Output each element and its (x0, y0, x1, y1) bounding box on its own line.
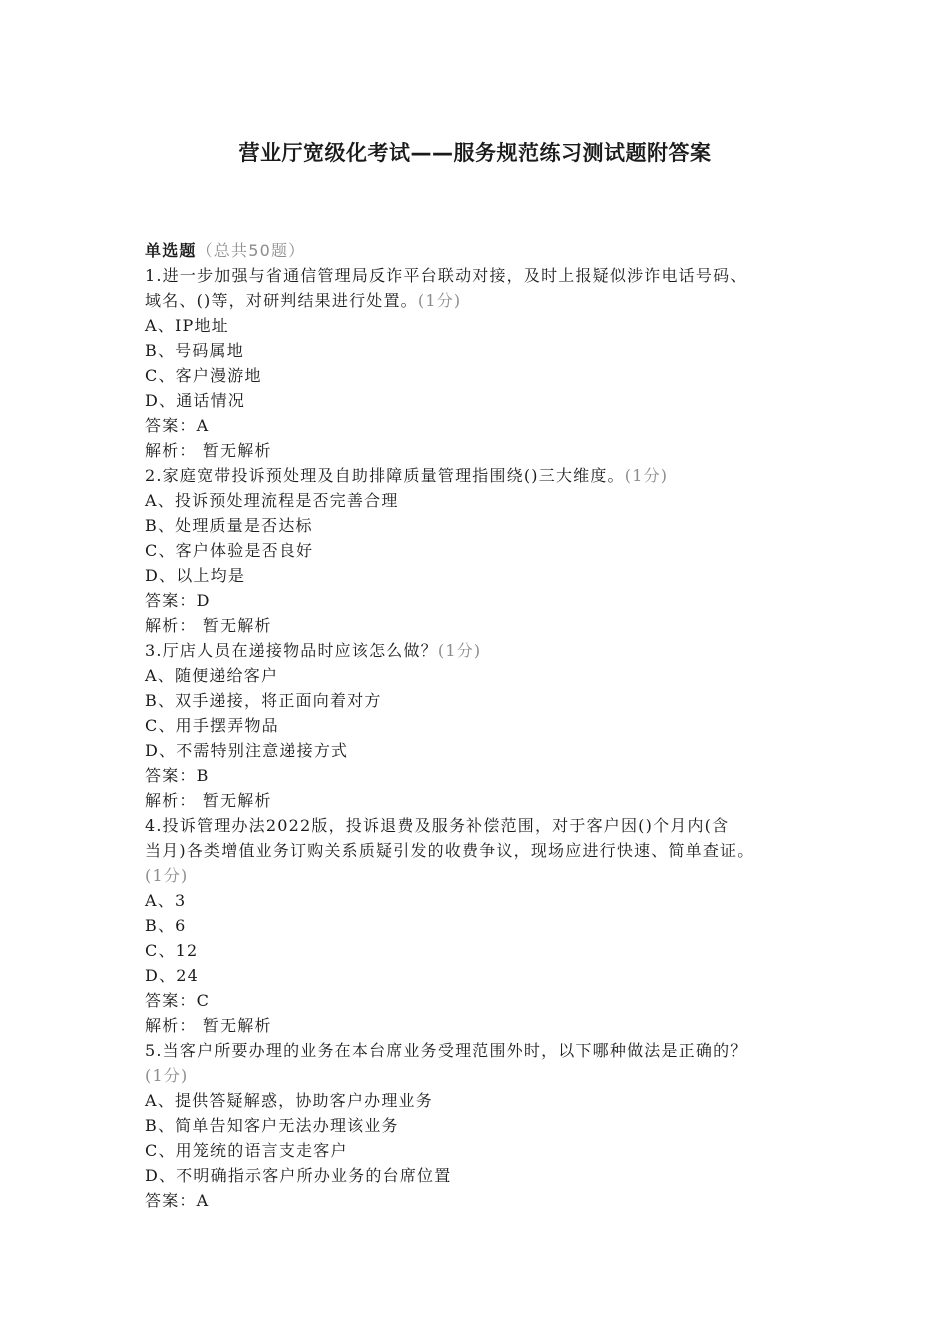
option-b: B、双手递接，将正面向着对方 (145, 691, 382, 710)
analysis-line: 解析： 暂无解析 (145, 791, 272, 810)
option-d: D、不明确指示客户所办业务的台席位置 (145, 1166, 452, 1185)
option-c: C、客户体验是否良好 (145, 541, 314, 560)
option-b: B、号码属地 (145, 341, 244, 360)
question-stem: 4.投诉管理办法2022版，投诉退费及服务补偿范围，对于客户因()个月内(含 (145, 816, 730, 835)
question-5 (145, 1038, 825, 1213)
option-c: C、用笼统的语言支走客户 (145, 1141, 348, 1160)
option-a: A、投诉预处理流程是否完善合理 (145, 491, 399, 510)
option-d: D、24 (145, 966, 199, 985)
section-label: 单选题 (145, 241, 197, 260)
question-stem-continued: 当月)各类增值业务订购关系质疑引发的收费争议，现场应进行快速、简单查证。 (145, 841, 755, 860)
option-a: A、随便递给客户 (145, 666, 279, 685)
answer-line: 答案：A (145, 1191, 210, 1210)
option-d: D、不需特别注意递接方式 (145, 741, 349, 760)
question-3 (145, 638, 825, 813)
option-b: B、简单告知客户无法办理该业务 (145, 1116, 399, 1135)
question-score: (1分) (145, 866, 189, 885)
analysis-line: 解析： 暂无解析 (145, 1016, 272, 1035)
answer-line: 答案：C (145, 991, 211, 1010)
question-score: (1分) (624, 466, 669, 485)
option-b: B、6 (145, 916, 187, 935)
question-stem-continued (145, 288, 825, 313)
question-stem-text: 2.家庭宽带投诉预处理及自助排障质量管理指围绕()三大维度。 (145, 466, 625, 485)
option-c: C、12 (145, 941, 199, 960)
option-d: D、通话情况 (145, 391, 246, 410)
option-b: B、处理质量是否达标 (145, 516, 313, 535)
document-body (145, 238, 825, 1213)
section-count: （总共50题） (196, 241, 306, 260)
answer-line: 答案：D (145, 591, 211, 610)
section-heading (145, 238, 825, 263)
option-d: D、以上均是 (145, 566, 246, 585)
question-2 (145, 463, 825, 638)
question-stem: 5.当客户所要办理的业务在本台席业务受理范围外时，以下哪种做法是正确的？ (145, 1041, 748, 1060)
analysis-line: 解析： 暂无解析 (145, 616, 272, 635)
question-4 (145, 813, 825, 1038)
question-stem: 1.进一步加强与省通信管理局反诈平台联动对接，及时上报疑似涉诈电话号码、 (145, 266, 748, 285)
option-a: A、提供答疑解惑，协助客户办理业务 (145, 1091, 433, 1110)
document-title: 营业厅宽级化考试——服务规范练习测试题附答案 (238, 141, 712, 165)
question-1 (145, 263, 825, 463)
question-stem (145, 463, 825, 488)
option-a: A、3 (145, 891, 187, 910)
analysis-line: 解析： 暂无解析 (145, 441, 272, 460)
option-a: A、IP地址 (145, 316, 229, 335)
answer-line: 答案：B (145, 766, 210, 785)
question-stem (145, 638, 825, 663)
option-c: C、客户漫游地 (145, 366, 262, 385)
answer-line: 答案：A (145, 416, 210, 435)
question-score: (1分) (145, 1066, 189, 1085)
question-score: (1分) (437, 641, 482, 660)
question-score: (1分) (417, 291, 462, 310)
question-stem-text: 域名、()等，对研判结果进行处置。 (145, 291, 418, 310)
option-c: C、用手摆弄物品 (145, 716, 279, 735)
question-stem-text: 3.厅店人员在递接物品时应该怎么做？ (145, 641, 438, 660)
